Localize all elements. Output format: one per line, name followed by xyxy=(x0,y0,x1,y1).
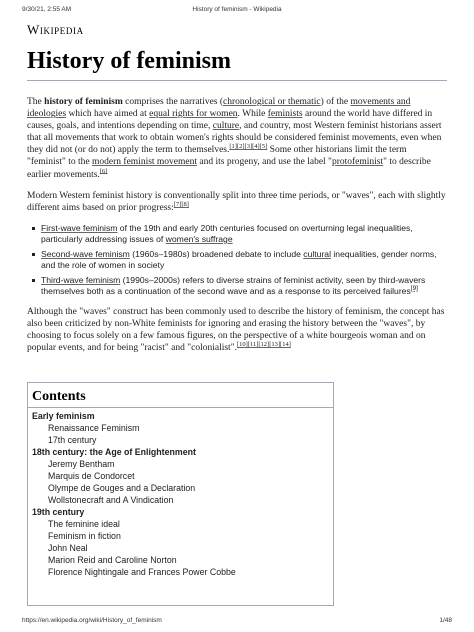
text: Modern Western feminist history is conventionally split into three time periods, or "waves", each with slightly different aims based on prior progress: xyxy=(27,190,446,213)
article-title: History of feminism xyxy=(27,48,231,74)
toc-item-john-neal[interactable]: John Neal xyxy=(48,543,88,553)
text: comprises the narratives ( xyxy=(122,97,224,107)
wikipedia-wordmark[interactable]: Wikipedia xyxy=(27,22,84,37)
print-page-title: History of feminism - Wikipedia xyxy=(192,6,282,13)
text: around the world have differed in causes, goals, and intentions depending on time, xyxy=(27,109,433,132)
citation-refs[interactable]: [10][11][12][13][14] xyxy=(236,340,291,348)
link-modern-feminist-movement[interactable]: modern feminist movement xyxy=(92,157,198,168)
list-item xyxy=(41,275,447,297)
link-cultural[interactable]: cultural xyxy=(303,248,331,259)
link-chronological-thematic[interactable]: chronological or thematic xyxy=(223,97,321,107)
link-second-wave[interactable]: Second-wave feminism xyxy=(41,248,130,259)
link-culture[interactable]: culture xyxy=(212,121,240,132)
waves-list xyxy=(27,223,447,297)
text: Although the "waves" construct has been commonly used to describe the history of feminism, the concept has also been criticized by non-White feminists for ignoring and erasing the history between the "waves", by choosing to focus solely on a few famous figures, on the perspective of a white bourgeois woman and on popular events, and for being "racist" and "colonialist". xyxy=(27,306,445,354)
print-datetime: 9/30/21, 2:55 AM xyxy=(22,6,72,13)
text: The xyxy=(27,97,45,107)
toc-item-reid-norton[interactable]: Marion Reid and Caroline Norton xyxy=(48,555,177,565)
text: and its progeny, and use the label " xyxy=(197,157,332,168)
toc-item-nightingale-cobbe[interactable]: Florence Nightingale and Frances Power Cobbe xyxy=(48,567,236,577)
citation-refs[interactable]: [1][2][3][4][5] xyxy=(229,143,268,151)
text: (1960s–1980s) broadened debate to include xyxy=(129,248,304,259)
link-protofeminist[interactable]: protofeminist xyxy=(331,157,384,168)
text: , and country, most Western feminist historians assert that all movements that work to obtain women's rights should be considered feminist movements, even when they did not (or do not) apply the term to themselves. xyxy=(27,121,442,156)
article-body xyxy=(27,96,447,363)
link-equal-rights[interactable]: equal rights for women xyxy=(149,109,238,120)
waves-paragraph xyxy=(27,190,447,214)
text: which have aimed at xyxy=(66,109,150,120)
toc-item-renaissance[interactable]: Renaissance Feminism xyxy=(48,423,140,433)
text: Some other historians limit the term "feminist" to the xyxy=(27,145,407,168)
toc-section-early-feminism[interactable]: Early feminism xyxy=(32,411,95,421)
citation-refs[interactable]: [7][8] xyxy=(173,200,189,208)
toc-section-19th-century[interactable]: 19th century xyxy=(32,507,85,517)
toc-item-de-gouges[interactable]: Olympe de Gouges and a Declaration xyxy=(48,483,196,493)
toc-section-18th-century[interactable]: 18th century: the Age of Enlightenment xyxy=(32,447,196,457)
text: . While xyxy=(237,109,268,120)
page-number: 1/48 xyxy=(439,617,452,624)
toc-item-feminism-fiction[interactable]: Feminism in fiction xyxy=(48,531,121,541)
text: of the 19th and early 20th centuries focused on overturning legal inequalities, particularly addressing issues of xyxy=(41,222,413,244)
link-third-wave[interactable]: Third-wave feminism xyxy=(41,274,121,285)
link-first-wave[interactable]: First-wave feminism xyxy=(41,222,118,233)
list-item xyxy=(41,223,447,245)
citation-refs[interactable]: [9] xyxy=(410,284,418,292)
toc-item-17th-century[interactable]: 17th century xyxy=(48,435,97,445)
list-item xyxy=(41,249,447,271)
criticism-paragraph xyxy=(27,306,447,354)
print-url[interactable]: https://en.wikipedia.org/wiki/History_of_feminism xyxy=(22,617,162,624)
title-divider xyxy=(27,80,447,81)
citation-refs[interactable]: [6] xyxy=(99,167,108,175)
bold-term: history of feminism xyxy=(44,97,123,107)
toc-title: Contents xyxy=(28,383,333,408)
print-footer xyxy=(22,617,452,624)
toc-item-bentham[interactable]: Jeremy Bentham xyxy=(48,459,115,469)
link-feminists[interactable]: feminists xyxy=(267,109,303,120)
intro-paragraph xyxy=(27,96,447,181)
text: ) of the xyxy=(320,97,351,107)
toc-item-wollstonecraft[interactable]: Wollstonecraft and A Vindication xyxy=(48,495,174,505)
table-of-contents xyxy=(27,382,334,606)
text: " to describe earlier movements. xyxy=(27,157,431,180)
text: inequalities, gender norms, and the role of women in society xyxy=(41,248,437,270)
link-movements-ideologies[interactable]: movements and ideologies xyxy=(27,97,411,120)
text: (1990s–2000s) refers to diverse strains of feminist activity, seen by third-wavers themselves both as a continuation of the second wave and as a response to its perceived failures xyxy=(41,274,426,296)
toc-item-condorcet[interactable]: Marquis de Condorcet xyxy=(48,471,135,481)
link-womens-suffrage[interactable]: women's suffrage xyxy=(165,233,233,244)
toc-item-feminine-ideal[interactable]: The feminine ideal xyxy=(48,519,120,529)
